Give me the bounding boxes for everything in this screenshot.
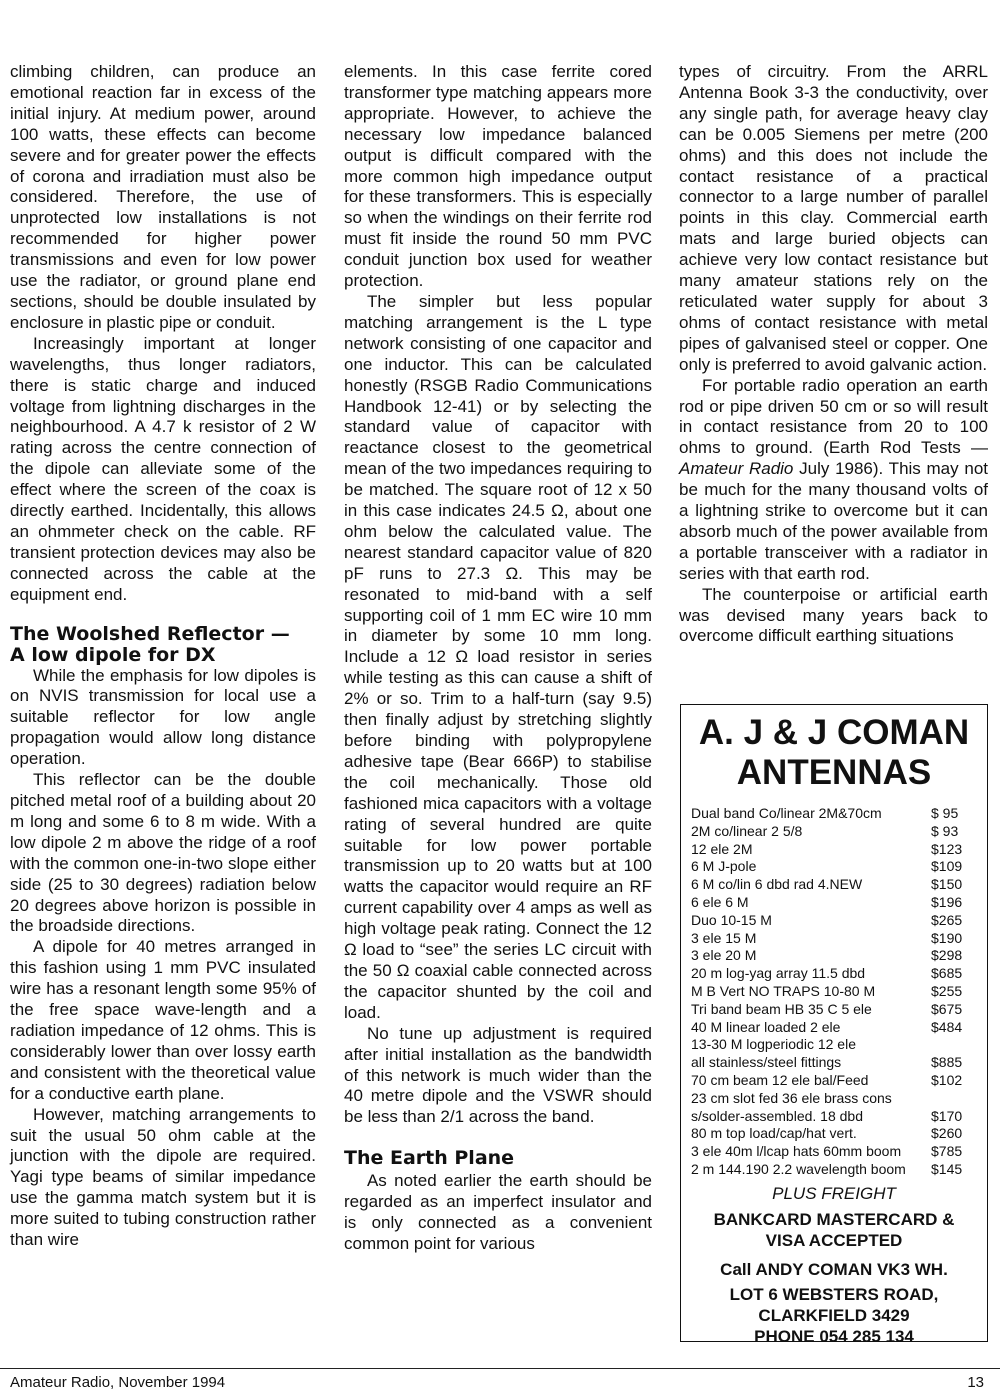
ad-price-row	[691, 1072, 977, 1090]
column-right	[679, 62, 988, 647]
section-heading-line: A low dipole for DX	[10, 643, 216, 666]
ad-item-name: all stainless/steel fittings	[691, 1054, 842, 1071]
body-paragraph: However, matching arrangements to suit the usual 50 ohm cable at the junction with the dipole are required. Yagi type beams of similar impedance use the gamma match system but it is more suited to tubing construction rather than wire	[10, 1104, 316, 1250]
ad-price-row	[691, 1108, 977, 1126]
column-left	[10, 62, 316, 1251]
ad-item-name: Duo 10-15 M	[691, 911, 772, 928]
ad-title-company: A. J & J COMAN	[698, 713, 970, 752]
ad-item-price: $196	[931, 893, 963, 910]
page-number: 13	[967, 1374, 984, 1391]
ad-item-price: $109	[931, 858, 963, 875]
ad-payment-line: VISA ACCEPTED	[765, 1230, 903, 1250]
section-heading-woolshed	[10, 624, 316, 666]
ad-price-row	[691, 930, 977, 948]
ad-price-row	[691, 947, 977, 965]
ad-item-price: $ 95	[931, 805, 959, 821]
ad-item-price: $150	[931, 876, 963, 893]
ad-item-name: 6 M co/lin 6 dbd rad 4.NEW	[691, 876, 863, 893]
ad-item-name: 3 ele 15 M	[691, 929, 757, 946]
body-paragraph: As noted earlier the earth should be regarded as an imperfect insulator and is only connected as a convenient common point for various	[344, 1171, 652, 1253]
body-text: For portable radio operation an earth rod or pipe driven 50 cm or so will result in contact resistance from 20 to 100 ohms to ground. (Earth Rod Tests —	[679, 375, 988, 458]
ad-price-row	[691, 1001, 977, 1019]
publication-title: Amateur Radio	[679, 459, 794, 479]
body-paragraph: The simpler but less popular matching arrangement is the L type network consisting of one capacitor and one inductor. This can be calculated honestly (RSGB Radio Communications Handbook 12-41) or by selecting the standard value of capacitor with reactance closest to the geometrical mean of the two impedances requiring to be matched. The square root of 12 x 50 in this case indicates 24.5 Ω, about one ohm below the calculated value. The nearest standard capacitor value of 820 pF runs to 27.3 Ω. This may be resonated to mid-band with a self supporting coil of 1 mm EC wire 10 mm in diameter by some 10 mm long. Include a 12 Ω load resistor in series while testing as this can cause a shift of 2% or so. Trim to a half-turn (say 9.5) then finally adjust by stretching slightly before binding with polypropylene adhesive tape (Bear 666P) to stabilise the coil mechanically. Those old fashioned mica capacitors with a voltage rating of several hundred are quite suitable for low power portable transmission up to 20 watts but at 100 watts the capacitor would require an RF current capability over 4 amps as well as high voltage peak rating. Connect the 12 Ω load to “see” the series LC circuit with the 50 Ω coaxial cable connected across the capacitor shunted by the coil and load.	[344, 291, 652, 1022]
body-paragraph	[679, 376, 988, 585]
ad-item-price: $298	[931, 947, 963, 964]
ad-item-price: $260	[931, 1125, 963, 1142]
ad-item-name: 20 m log-yag array 11.5 dbd	[691, 965, 866, 982]
body-paragraph: elements. In this case ferrite cored transformer type matching appears more appropriate. However, to achieve the necessary low impedance balanced output is difficult compared with the more common high impedance output for these transformers. This is especially so when the windings on their ferrite rod must fit inside the round 50 mm PVC conduit junction box used for weather protection.	[344, 62, 652, 291]
ad-price-row	[691, 823, 977, 841]
ad-freight-note: PLUS FREIGHT	[772, 1183, 896, 1203]
body-paragraph: A dipole for 40 metres arranged in this fashion using 1 mm PVC insulated wire has a resonant length some 95% of the free space wave-length and a radiation impedance of 12 ohms. This is considerably lower than over lossy earth and consistent with the theoretical value for a conductive earth plane.	[10, 937, 316, 1103]
ad-item-name: 6 ele 6 M	[691, 893, 749, 910]
ad-price-row	[691, 1090, 977, 1108]
footer-rule	[0, 1368, 1000, 1369]
body-paragraph: This reflector can be the double pitched metal roof of a building about 20 m long and some 6 to 8 m wide. With a low dipole 2 m above the ridge of a roof with the common one-in-two slope either side (25 to 30 degrees) radiation below 20 degrees above horizon is possible in the broadside directions.	[10, 770, 316, 936]
ad-price-row	[691, 912, 977, 930]
ad-price-row	[691, 1019, 977, 1037]
ad-price-list	[691, 805, 977, 1179]
advertisement-box	[680, 704, 988, 1346]
ad-item-price	[931, 1090, 977, 1108]
ad-item-price: $170	[931, 1107, 963, 1124]
ad-item-name: M B Vert NO TRAPS 10-80 M	[691, 982, 876, 999]
ad-price-row	[691, 876, 977, 894]
body-paragraph: No tune up adjustment is required after initial installation as the bandwidth of this network is much wider than the 40 metre dipole and the VSWR should be less than 2/1 across the band.	[344, 1023, 652, 1127]
ad-item-name: 80 m top load/cap/hat vert.	[691, 1125, 857, 1142]
section-heading-line: The Woolshed Reflector —	[10, 622, 290, 645]
ad-price-row	[691, 983, 977, 1001]
ad-item-name: 70 cm beam 12 ele bal/Feed	[691, 1071, 869, 1088]
ad-item-price: $ 93	[931, 822, 959, 839]
ad-item-price: $675	[931, 1000, 963, 1017]
ad-item-name: 13-30 M logperiodic 12 ele	[691, 1036, 856, 1053]
ad-price-row	[691, 841, 977, 859]
ad-address-line: LOT 6 WEBSTERS ROAD,	[729, 1284, 939, 1304]
ad-item-name: 6 M J-pole	[691, 858, 757, 875]
ad-item-name: 3 ele 40m l/lcap hats 60mm boom	[691, 1143, 902, 1160]
ad-price-row	[691, 1143, 977, 1161]
ad-item-price: $885	[931, 1054, 963, 1071]
ad-price-row	[691, 1161, 977, 1179]
ad-item-name: 3 ele 20 M	[691, 947, 757, 964]
ad-contact-name: Call ANDY COMAN VK3 WH.	[720, 1259, 948, 1279]
ad-price-row	[691, 1036, 977, 1054]
ad-item-price: $255	[931, 982, 963, 999]
ad-item-price: $190	[931, 929, 963, 946]
body-paragraph: types of circuitry. From the ARRL Antenna Book 3-3 the conductivity, over any single path, for average heavy clay can be 0.005 Siemens per metre (200 ohms) and this does not include the contact resistance of a practical connector to a large number of parallel points in this clay. Commercial earth mats and large buried objects can achieve very low contact resistance but many amateur stations rely on the reticulated water supply for about 3 ohms of contact resistance with metal pipes of galvanised steel or copper. One only is preferred to avoid galvanic action.	[679, 62, 988, 374]
footer-publication: Amateur Radio, November 1994	[10, 1374, 226, 1391]
ad-price-row	[691, 965, 977, 983]
ad-item-price: $785	[931, 1143, 963, 1160]
ad-price-row	[691, 805, 977, 823]
ad-item-name: 23 cm slot fed 36 ele brass cons	[691, 1089, 892, 1106]
ad-item-price: $102	[931, 1071, 963, 1088]
ad-item-name: Tri band beam HB 35 C 5 ele	[691, 1000, 872, 1017]
ad-price-row	[691, 1125, 977, 1143]
ad-item-name: 12 ele 2M	[691, 840, 753, 857]
ad-item-name: 40 M linear loaded 2 ele	[691, 1018, 841, 1035]
ad-item-price: $484	[931, 1018, 963, 1035]
ad-item-name: 2 m 144.190 2.2 wavelength boom	[691, 1160, 906, 1177]
ad-item-name: Dual band Co/linear 2M&70cm	[691, 805, 882, 821]
ad-price-row	[691, 894, 977, 912]
body-paragraph: While the emphasis for low dipoles is on NVIS transmission for local use a suitable reflector for low angle propagation would allow long distance operation.	[10, 665, 316, 769]
ad-payment-line: BANKCARD MASTERCARD &	[713, 1209, 955, 1229]
body-paragraph: Increasingly important at longer wavelengths, thus longer radiators, there is static charge and induced voltage from lightning discharges in the neighbourhood. A 4.7 k resistor of 2 W rating across the centre connection of the dipole can alleviate some of the effect where the screen of the coax is directly earthed. Incidentally, this allows an ohmmeter check on the cable. RF transient protection devices may also be connected across the cable at the equipment end.	[10, 333, 316, 604]
ad-item-name: 2M co/linear 2 5/8	[691, 822, 803, 839]
body-text: July 1986). This may not be much for the many thousand volts of a lightning strike to overcome but it can absorb much of the power available from a portable transceiver with a radiator in series with that earth rod.	[679, 459, 988, 583]
ad-address-line: CLARKFIELD 3429	[758, 1305, 910, 1325]
ad-price-row	[691, 858, 977, 876]
ad-item-price	[931, 1036, 977, 1054]
ad-item-price: $123	[931, 840, 963, 857]
ad-price-row	[691, 1054, 977, 1072]
ad-item-name: s/solder-assembled. 18 dbd	[691, 1107, 863, 1124]
column-middle	[344, 62, 652, 1255]
ad-phone: PHONE 054 285 134	[754, 1326, 914, 1346]
body-paragraph: The counterpoise or artificial earth was devised many years back to overcome difficult earthing situations	[679, 584, 988, 646]
section-heading-earth-plane: The Earth Plane	[344, 1147, 515, 1170]
ad-item-price: $685	[931, 965, 963, 982]
ad-item-price: $145	[931, 1160, 963, 1177]
ad-title-product: ANTENNAS	[736, 753, 932, 792]
body-paragraph: climbing children, can produce an emotional reaction far in excess of the initial injury. At medium power, around 100 watts, these effects can become severe and for greater power the effects of corona and irradiation must also be considered. Therefore, the use of unprotected low installations is not recommended for higher power transmissions and even for low power use the radiator, or ground plane end sections, should be double insulated by enclosure in plastic pipe or conduit.	[10, 62, 316, 332]
ad-item-price: $265	[931, 911, 963, 928]
